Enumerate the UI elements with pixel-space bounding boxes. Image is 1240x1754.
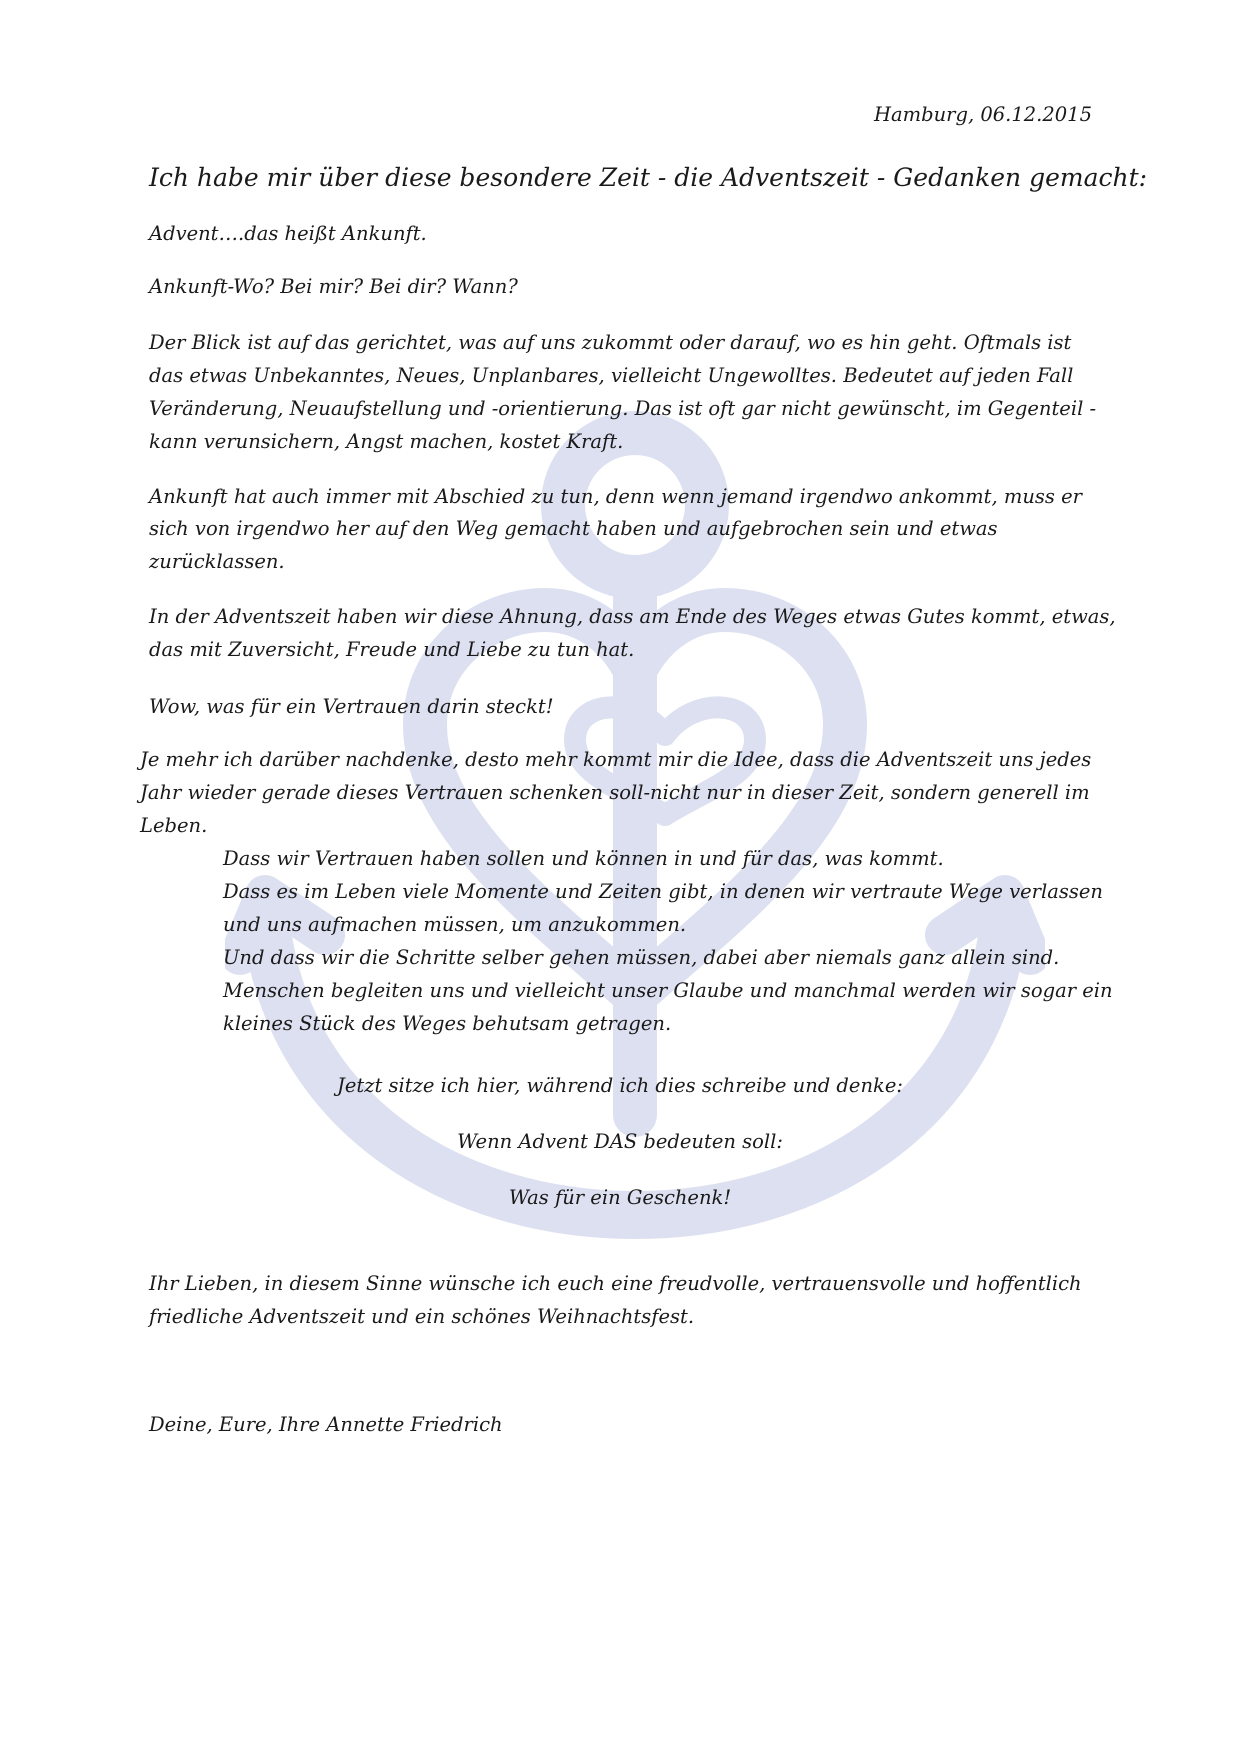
paragraph-advent: Advent….das heißt Ankunft. (149, 222, 427, 245)
text-line: Je mehr ich darüber nachdenke, desto mehr kommt mir die Idee, dass die Adventszeit uns jedes (140, 748, 1092, 771)
indented-line: Menschen begleiten uns und vielleicht unser Glaube und manchmal werden wir sogar ein (223, 979, 1113, 1002)
text-line: Der Blick ist auf das gerichtet, was auf uns zukommt oder darauf, wo es hin geht. Oftmals ist (149, 331, 1072, 354)
text-line: sich von irgendwo her auf den Weg gemacht haben und aufgebrochen sein und etwas (149, 517, 998, 540)
centered-line: Jetzt sitze ich hier, während ich dies schreibe und denke: (337, 1074, 903, 1097)
text-line: In der Adventszeit haben wir diese Ahnung, dass am Ende des Weges etwas Gutes kommt, etwas, (149, 605, 1116, 628)
letter-heading: Ich habe mir über diese besondere Zeit - die Adventszeit - Gedanken gemacht: (149, 163, 1148, 192)
centered-line: Wenn Advent DAS bedeuten soll: (457, 1130, 783, 1153)
text-line: kann verunsichern, Angst machen, kostet Kraft. (149, 430, 624, 453)
date-line: Hamburg, 06.12.2015 (873, 103, 1092, 126)
text-line: Ankunft hat auch immer mit Abschied zu tun, denn wenn jemand irgendwo ankommt, muss er (149, 485, 1083, 508)
text-line: Leben. (140, 814, 208, 837)
signature: Deine, Eure, Ihre Annette Friedrich (149, 1413, 503, 1436)
paragraph-trust: Wow, was für ein Vertrauen darin steckt! (149, 695, 554, 718)
indented-line: Und dass wir die Schritte selber gehen müssen, dabei aber niemals ganz allein sind. (223, 946, 1060, 969)
indented-line: und uns aufmachen müssen, um anzukommen. (223, 913, 687, 936)
text-line: das mit Zuversicht, Freude und Liebe zu tun hat. (149, 638, 635, 661)
centered-line: Was für ein Geschenk! (508, 1186, 732, 1209)
text-line: Ihr Lieben, in diesem Sinne wünsche ich euch eine freudvolle, vertrauensvolle und hoffentlich (149, 1272, 1082, 1295)
text-line: friedliche Adventszeit und ein schönes Weihnachtsfest. (149, 1305, 695, 1328)
text-line: das etwas Unbekanntes, Neues, Unplanbares, vielleicht Ungewolltes. Bedeutet auf jeden Fall (149, 364, 1074, 387)
indented-line: Dass wir Vertrauen haben sollen und können in und für das, was kommt. (223, 847, 944, 870)
paragraph-ankunft-question: Ankunft-Wo? Bei mir? Bei dir? Wann? (149, 275, 518, 298)
text-line: Veränderung, Neuaufstellung und -orientierung. Das ist oft gar nicht gewünscht, im Gegenteil - (149, 397, 1097, 420)
indented-line: Dass es im Leben viele Momente und Zeiten gibt, in denen wir vertraute Wege verlassen (223, 880, 1103, 903)
text-line: zurücklassen. (149, 550, 285, 573)
indented-line: kleines Stück des Weges behutsam getragen. (223, 1012, 672, 1035)
text-line: Jahr wieder gerade dieses Vertrauen schenken soll-nicht nur in dieser Zeit, sondern generell im (140, 781, 1090, 804)
